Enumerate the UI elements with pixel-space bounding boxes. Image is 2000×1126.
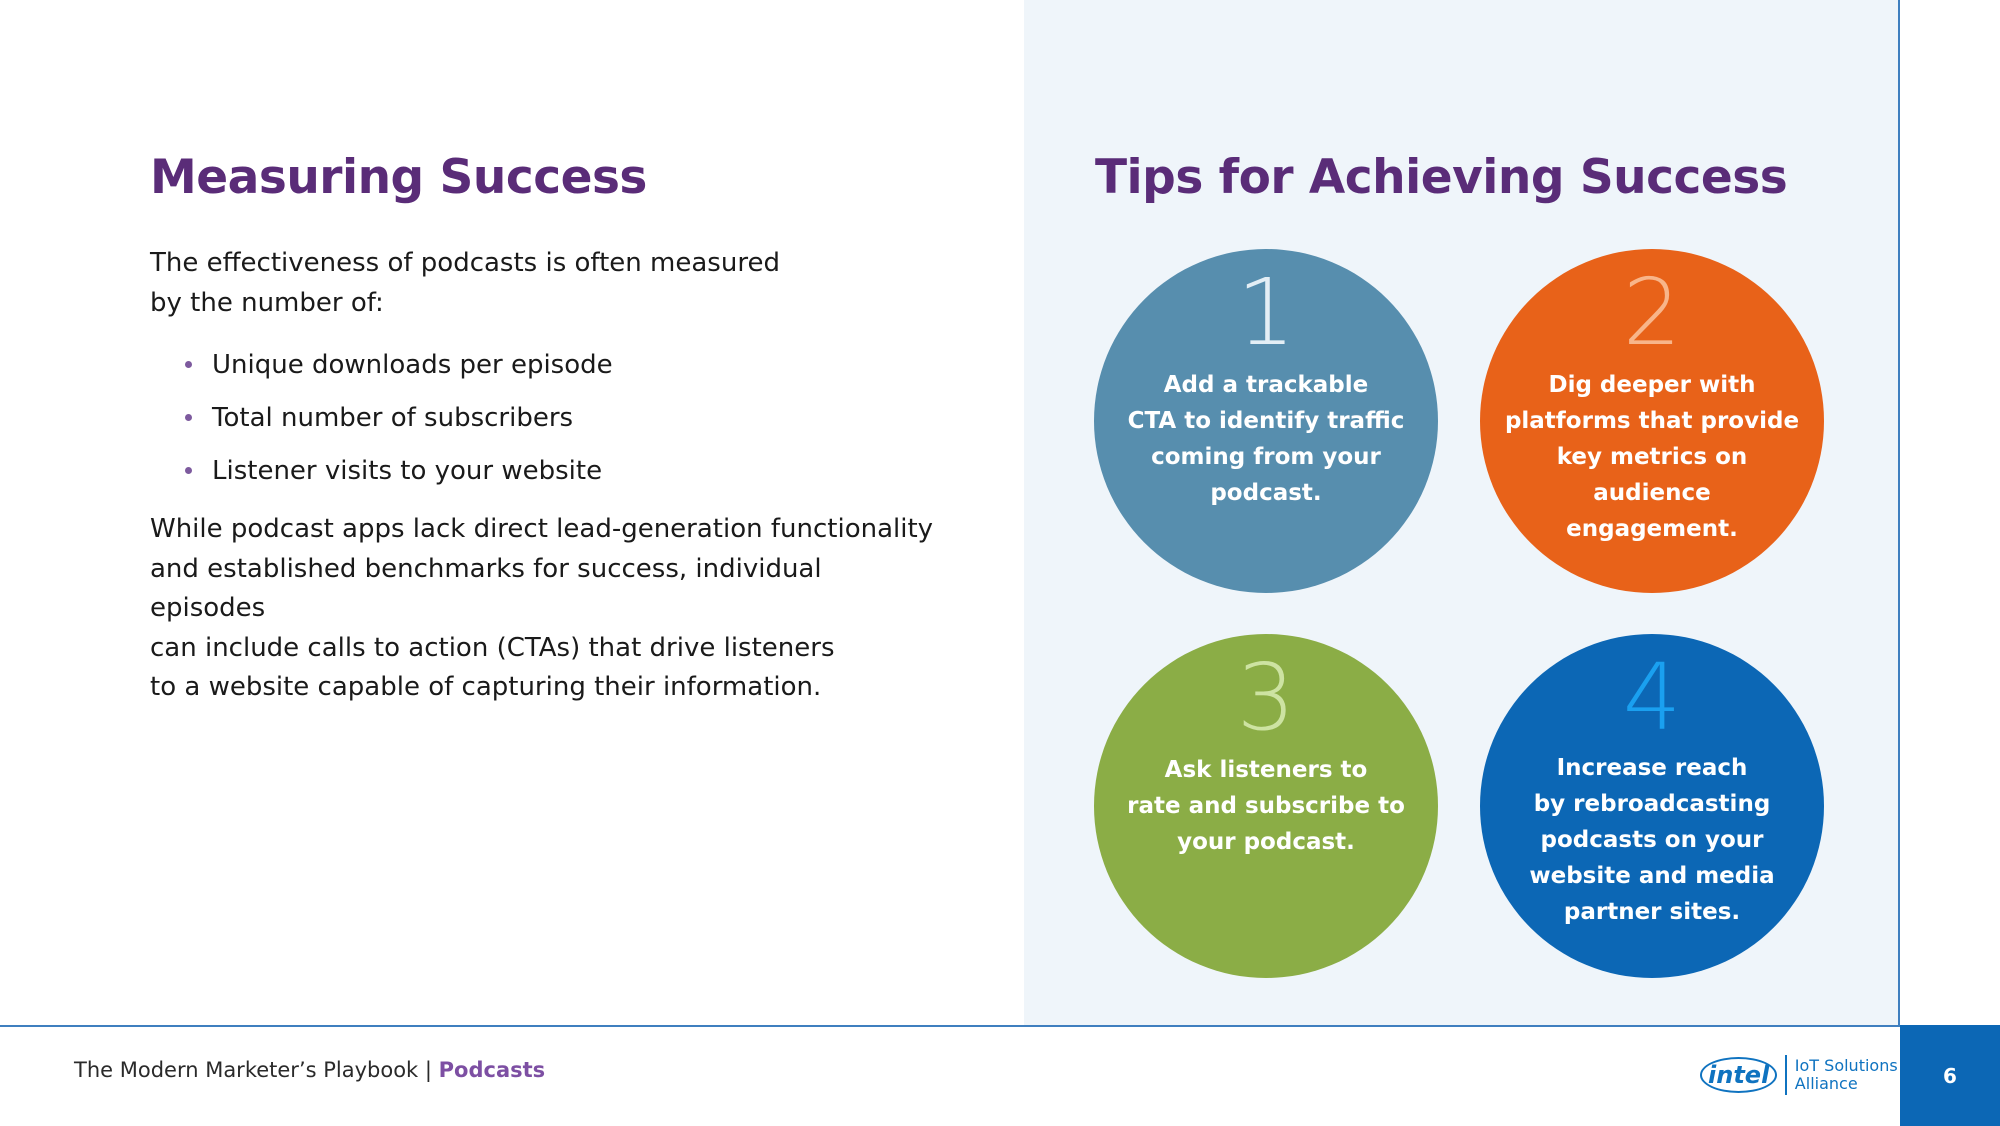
list-item-label: Total number of subscribers [212,402,574,433]
tip-line: Dig deeper with [1548,372,1756,398]
vertical-divider [1898,0,1900,1025]
body-line: can include calls to action (CTAs) that drive listeners [150,632,835,663]
alliance-line: Alliance [1794,1074,1858,1093]
tip-number: 1 [1236,259,1296,366]
intro-line: by the number of: [150,288,384,318]
body-line: and established benchmarks for success, individual episodes [150,553,822,623]
intro-paragraph [150,243,830,323]
tip-line: CTA to identify traffic [1127,408,1405,434]
tip-text [1502,367,1802,547]
body-paragraph [150,510,940,708]
tip-line: podcast. [1210,480,1322,506]
metrics-list [185,338,613,497]
tip-text [1116,752,1416,860]
tip-circle-2 [1480,249,1824,593]
tip-line: platforms that provide [1504,408,1800,434]
alliance-name [1795,1057,1898,1093]
tip-line: by rebroadcasting [1533,791,1771,817]
intel-logo-icon: intel [1700,1057,1777,1093]
tip-number: 2 [1622,259,1682,366]
tip-line: key metrics on audience [1556,444,1748,506]
tip-line: Increase reach [1556,755,1748,781]
tip-line: podcasts on your [1540,827,1764,853]
body-line: to a website capable of capturing their information. [150,672,822,702]
tip-line: engagement. [1566,516,1738,542]
tip-line: your podcast. [1177,829,1355,855]
tip-number: 4 [1622,644,1682,751]
body-line: While podcast apps lack direct lead-generation functionality [150,514,934,544]
alliance-line: IoT Solutions [1794,1056,1898,1075]
tip-circle-3 [1094,634,1438,978]
footer-divider [0,1025,1900,1027]
bullet-icon [185,361,192,368]
list-item [185,444,613,497]
bullet-icon [185,467,192,474]
list-item [185,391,613,444]
intro-line: The effectiveness of podcasts is often measured [150,248,780,278]
tip-line: Add a trackable [1163,372,1369,398]
tip-line: website and media [1529,863,1775,889]
list-item-label: Listener visits to your website [212,455,603,486]
tip-circle-4 [1480,634,1824,978]
list-item-label: Unique downloads per episode [212,349,613,380]
tip-number: 3 [1236,644,1296,751]
tip-line: coming from your [1151,444,1381,470]
tip-line: partner sites. [1563,899,1741,925]
bullet-icon [185,414,192,421]
list-item [185,338,613,391]
footer-title [74,1058,545,1082]
page-number: 6 [1900,1025,2000,1126]
tip-circle-1 [1094,249,1438,593]
intel-iot-alliance-logo [1700,1053,1898,1097]
measuring-success-title: Measuring Success [150,150,647,205]
tip-line: Ask listeners to [1164,757,1368,783]
tip-line: rate and subscribe to [1127,793,1405,819]
tip-text [1116,367,1416,511]
logo-divider [1785,1055,1787,1095]
tips-title: Tips for Achieving Success [1095,150,1788,205]
tip-text [1502,750,1802,930]
book-title: The Modern Marketer’s Playbook | [74,1058,439,1082]
section-name: Podcasts [438,1058,546,1082]
